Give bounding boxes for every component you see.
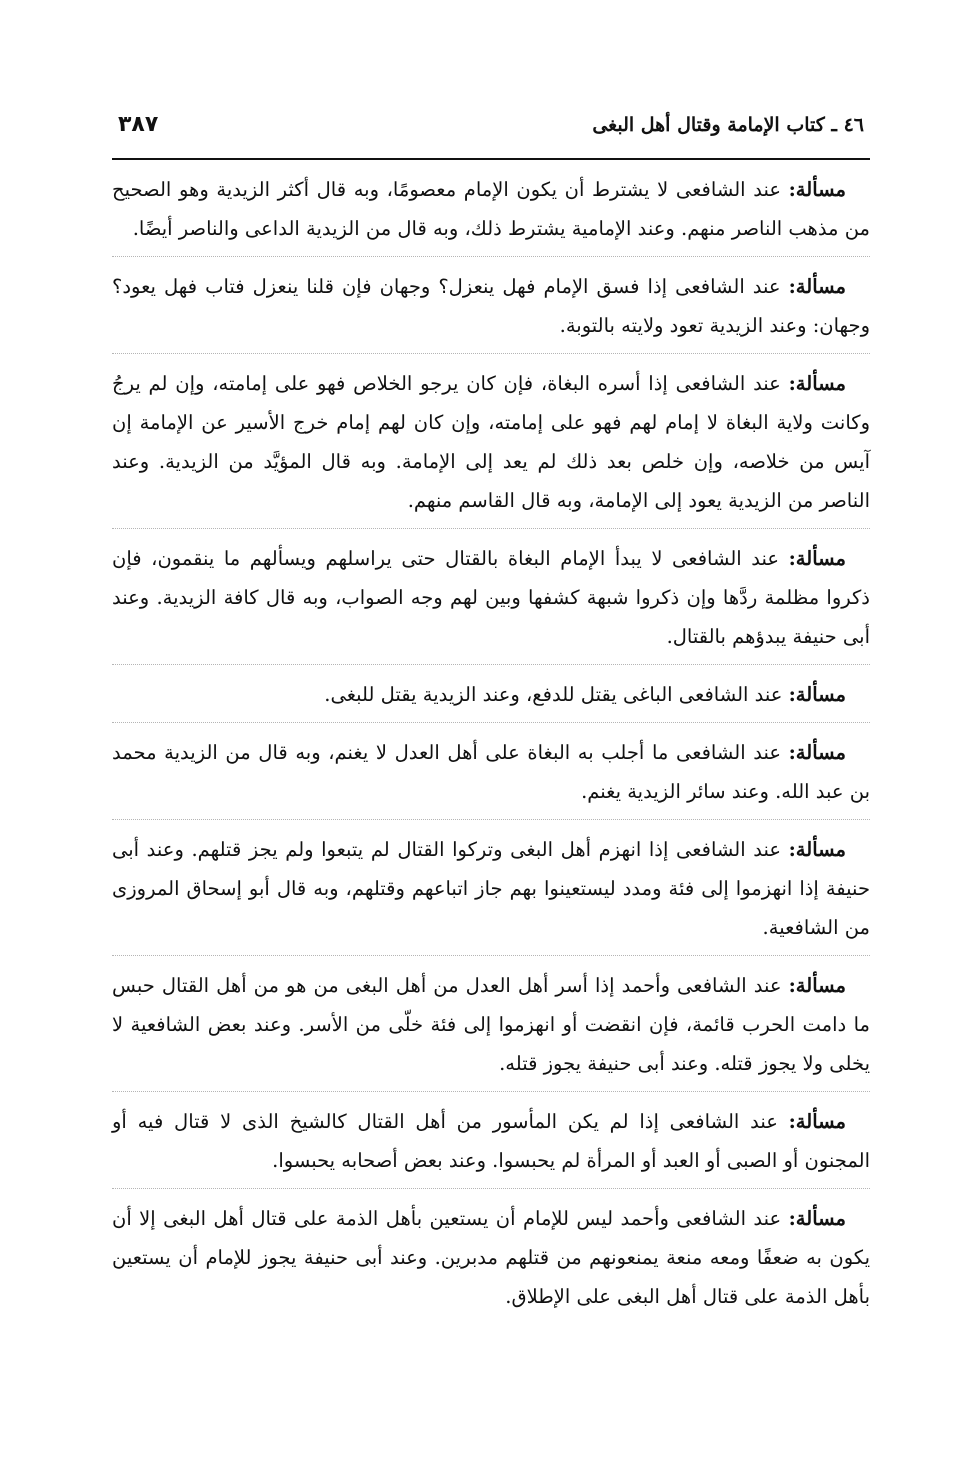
paragraph-lead: مسألة: <box>788 547 846 570</box>
paragraph-text: عند الشافعى إذا لم يكن المأسور من أهل القتال كالشيخ الذى لا قتال فيه أو المجنون أو الصبى أو العبد أو المرأة لم يحبسوا. وعند بعض أصحابه يحبسوا. <box>112 1110 870 1172</box>
paragraph-lead: مسألة: <box>788 1110 846 1133</box>
paragraph-lead: مسألة: <box>788 683 846 706</box>
paragraph <box>112 364 870 529</box>
paragraph <box>112 733 870 820</box>
paragraph-text: عند الشافعى وأحمد إذا أسر أهل العدل من أهل البغى من هو من أهل القتال حبس ما دامت الحرب قائمة، فإن انقضت أو انهزموا إلى فئة خلّى من الأسر. وعند بعض الشافعية لا يخلى ولا يجوز قتله. وعند أبى حنيفة يجوز قتله. <box>112 974 870 1075</box>
paragraph-lead: مسألة: <box>788 1207 846 1230</box>
paragraph <box>112 830 870 956</box>
paragraph <box>112 1199 870 1324</box>
paragraph-lead: مسألة: <box>788 741 846 764</box>
paragraph-text: عند الشافعى لا يشترط أن يكون الإمام معصومًا، وبه قال أكثر الزيدية وهو الصحيح من مذهب الناصر منهم. وعند الإمامية يشترط ذلك، وبه قال من الزيدية الداعى والناصر أيضًا. <box>112 178 870 240</box>
paragraph <box>112 1102 870 1189</box>
paragraph <box>112 675 870 723</box>
book-page <box>112 112 870 1334</box>
paragraph-text: عند الشافعى ما أجلب به البغاة على أهل العدل لا يغنم، وبه قال من الزيدية محمد بن عبد الله. وعند سائر الزيدية يغنم. <box>112 741 870 803</box>
paragraph-text: عند الشافعى إذا انهزم أهل البغى وتركوا القتال لم يتبعوا ولم يجز قتلهم. وعند أبى حنيفة إذا انهزموا إلى فئة ومدد ليستعينوا بهم جاز اتباعهم وقتلهم، وبه قال أبو إسحاق المروزى من الشافعية. <box>112 838 870 939</box>
paragraph-text: عند الشافعى وأحمد ليس للإمام أن يستعين بأهل الذمة على قتال أهل البغى إلا أن يكون به ضعفًا ومعه منعة يمنعونهم من قتلهم مدبرين. وعند أبى حنيفة يجوز للإمام أن يستعين بأهل الذمة على قتال أهل البغى على الإطلاق. <box>112 1207 870 1308</box>
paragraph-text: عند الشافعى إذا أسره البغاة، فإن كان يرجو الخلاص فهو على إمامته، وإن لم يرجُ وكانت ولاية البغاة لا إمام لهم فهو على إمامته، وإن كان لهم إمام خرج الأسير عن الإمامة إن آيس من خلاصه، وإن خلص بعد ذلك لم يعد إلى الإمامة. وبه قال المؤيَّد من الزيدية. وعند الناصر من الزيدية يعود إلى الإمامة، وبه قال القاسم منهم. <box>112 372 870 512</box>
page-body <box>112 170 870 1324</box>
paragraph-text: عند الشافعى إذا فسق الإمام فهل ينعزل؟ وجهان فإن قلنا ينعزل فتاب فهل يعود؟ وجهان: وعند الزيدية تعود ولايته بالتوبة. <box>112 275 870 337</box>
chapter-title: ٤٦ ـ كتاب الإمامة وقتال أهل البغى <box>592 114 864 136</box>
paragraph <box>112 267 870 354</box>
paragraph-text: عند الشافعى لا يبدأ الإمام البغاة بالقتال حتى يراسلهم ويسألهم ما ينقمون، فإن ذكروا مظلمة ردَّها وإن ذكروا شبهة كشفها وبين لهم وجه الصواب، وبه قال كافة الزيدية. وعند أبى حنيفة يبدؤهم بالقتال. <box>112 547 870 648</box>
paragraph <box>112 966 870 1092</box>
paragraph-lead: مسألة: <box>788 372 846 395</box>
page-number: ٣٨٧ <box>118 112 159 137</box>
paragraph-lead: مسألة: <box>788 178 846 201</box>
paragraph-text: عند الشافعى الباغى يقتل للدفع، وعند الزيدية يقتل للبغى. <box>324 683 789 706</box>
paragraph-lead: مسألة: <box>788 974 846 997</box>
paragraph-lead: مسألة: <box>788 275 846 298</box>
paragraph-lead: مسألة: <box>788 838 846 861</box>
running-head <box>112 112 870 160</box>
paragraph <box>112 170 870 257</box>
paragraph <box>112 539 870 665</box>
